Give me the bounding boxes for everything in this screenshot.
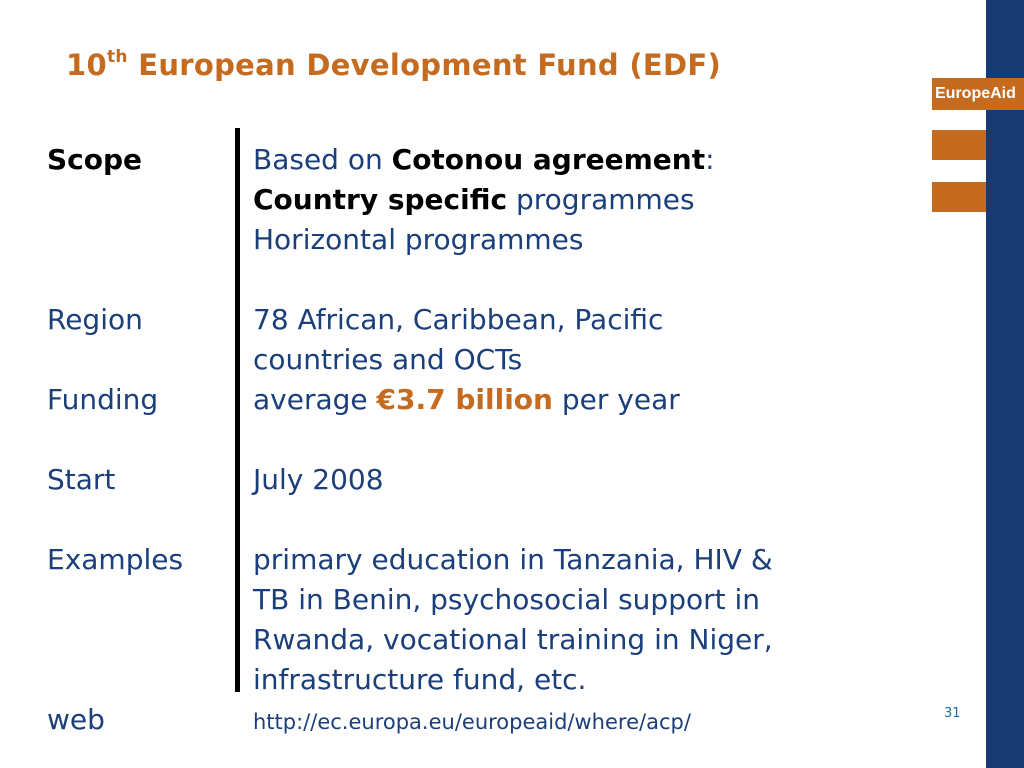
region-line-1: 78 African, Caribbean, Pacific [253,303,664,336]
scope-line-1-post: : [705,143,715,176]
title-rest: European Development Fund (EDF) [127,48,722,82]
funding-post: per year [552,383,680,416]
web-label: web [47,703,105,736]
region-line-2: countries and OCTs [253,343,523,376]
examples-line-3: Rwanda, vocational training in Niger, [253,623,773,656]
funding-amount: €3.7 billion [376,383,553,416]
scope-label: Scope [47,143,143,176]
examples-line-4: infrastructure fund, etc. [253,663,587,696]
scope-line-2-post: programmes [507,183,695,216]
start-value: July 2008 [253,463,384,496]
page-number: 31 [944,706,961,721]
examples-line-1: primary education in Tanzania, HIV & [253,543,773,576]
right-side-bar [986,0,1024,768]
examples-line-2: TB in Benin, psychosocial support in [253,583,761,616]
cotonou-agreement: Cotonou agreement [391,143,706,176]
funding-value [253,380,680,420]
start-label: Start [47,463,116,496]
region-label: Region [47,303,143,336]
country-specific: Country specific [253,183,508,216]
orange-stripe-2 [932,182,986,212]
scope-line-1-pre: Based on [253,143,392,176]
scope-line-3: Horizontal programmes [253,223,584,256]
scope-line-2 [253,180,695,220]
examples-label: Examples [47,543,184,576]
scope-line-1 [253,140,715,180]
column-divider [235,128,240,692]
title-prefix: 10 [66,48,107,82]
funding-pre: average [253,383,377,416]
web-url-link[interactable]: http://ec.europa.eu/europeaid/where/acp/ [253,710,691,734]
title-superscript: th [106,47,128,68]
slide-title [66,48,721,82]
europeaid-logo: EuropeAid [932,78,1024,110]
funding-label: Funding [47,383,159,416]
orange-stripe-1 [932,130,986,160]
